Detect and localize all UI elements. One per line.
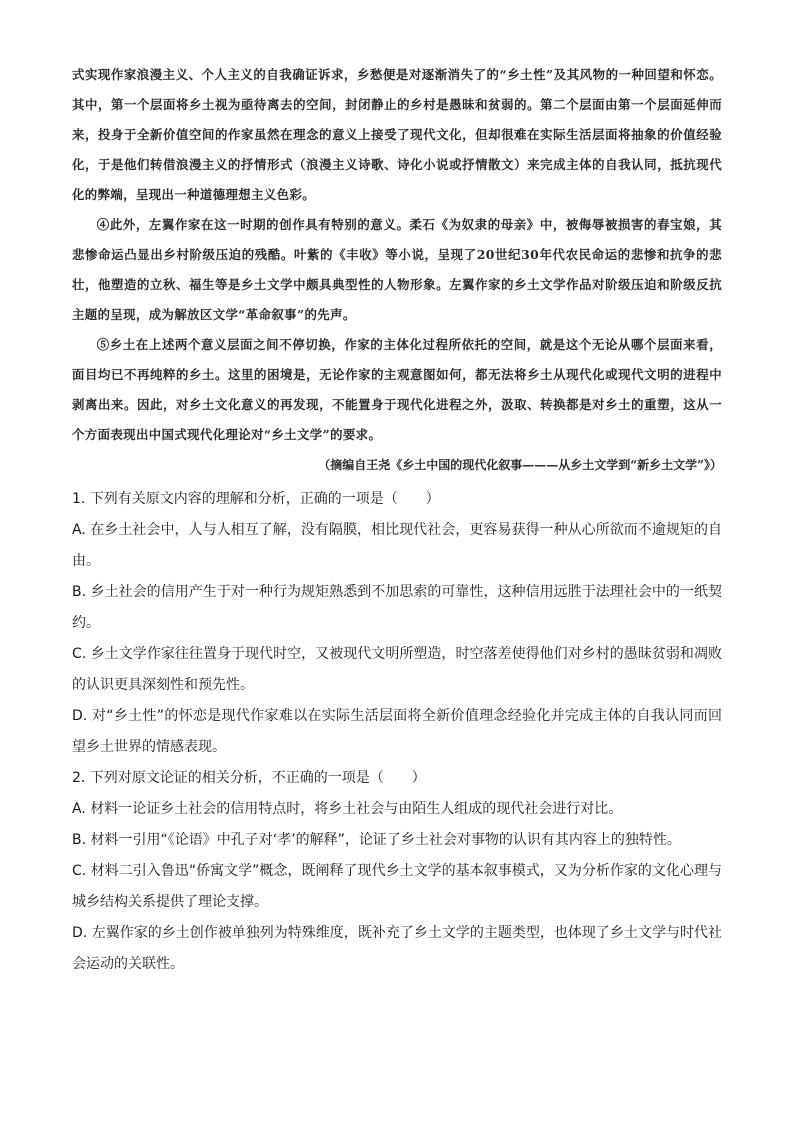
passage-paragraph-5: ⑤乡土在上述两个意义层面之间不停切换，作家的主体化过程所依托的空间，就是这个无论从哪个层面来看，面目均已不再纯粹的乡土。这里的困境是，无论作家的主观意图如何，都无法将乡土从现代化或现代文明的进程中剥离出来。因此，对乡土文化意义的再发现，不能置身于现代化进程之外，汲取、转换都是对乡土的重塑，这从一个方面表现出中国式现代化理论对“乡土文学”的要求。 <box>72 337 722 442</box>
question-1 <box>72 484 722 763</box>
question-1-option-a: A. 在乡土社会中，人与人相互了解，没有隔膜，相比现代社会，更容易获得一种从心所欲而不逾规矩的自由。 <box>72 522 722 569</box>
question-1-option-c: C. 乡土文学作家往往置身于现代时空，又被现代文明所塑造，时空落差使得他们对乡村的愚昧贫弱和凋败的认识更具深刻性和预先性。 <box>72 646 722 693</box>
question-2-option-d: D. 左翼作家的乡土创作被单独列为特殊维度，既补充了乡土文学的主题类型，也体现了乡土文学与时代社会运动的关联性。 <box>72 925 722 972</box>
question-1-option-b: B. 乡土社会的信用产生于对一种行为规矩熟悉到不加思索的可靠性，这种信用远胜于法理社会中的一纸契约。 <box>72 584 722 631</box>
passage <box>72 60 722 450</box>
question-2 <box>72 763 722 980</box>
document-page <box>72 60 722 980</box>
question-1-stem: 1. 下列有关原文内容的理解和分析，正确的一项是（ ） <box>72 491 440 507</box>
questions-section <box>72 484 722 980</box>
question-2-option-c: C. 材料二引入鲁迅“侨寓文学”概念，既阐释了现代乡土文学的基本叙事模式，又为分析作家的文化心理与城乡结构关系提供了理论支撑。 <box>72 863 722 910</box>
passage-paragraph-4: ④此外，左翼作家在这一时期的创作具有特别的意义。柔石《为奴隶的母亲》中，被侮辱被损害的春宝娘，其悲惨命运凸显出乡村阶级压迫的残酷。叶紫的《丰收》等小说，呈现了20世纪30年代农民命运的悲惨和抗争的悲壮，他塑造的立秋、福生等是乡土文学中颇具典型性的人物形象。左翼作家的乡土文学作品对阶级压迫和阶级反抗主题的呈现，成为解放区文学“革命叙事”的先声。 <box>72 217 722 322</box>
passage-source-citation: （摘编自王尧《乡土中国的现代化叙事———从乡土文学到“新乡土文学”》） <box>318 458 722 472</box>
question-2-option-a: A. 材料一论证乡土社会的信用特点时，将乡土社会与由陌生人组成的现代社会进行对比。 <box>72 801 623 817</box>
question-2-option-b: B. 材料一引用“《论语》中孔子对‘孝’的解释”，论证了乡土社会对事物的认识有其内容上的独特性。 <box>72 832 681 848</box>
question-2-stem: 2. 下列对原文论证的相关分析，不正确的一项是（ ） <box>72 770 426 786</box>
question-1-option-d: D. 对“乡土性”的怀恋是现代作家难以在实际生活层面将全新价值理念经验化并完成主体的自我认同而回望乡土世界的情感表现。 <box>72 708 722 755</box>
passage-paragraph-continued: 式实现作家浪漫主义、个人主义的自我确证诉求，乡愁便是对逐渐消失了的“乡土性”及其风物的一种回望和怀恋。其中，第一个层面将乡土视为亟待离去的空间，封闭静止的乡村是愚昧和贫弱的。第二个层面由第一个层面延伸而来，投身于全新价值空间的作家虽然在理念的意义上接受了现代文化，但却很难在实际生活层面将抽象的价值经验化，于是他们转借浪漫主义的抒情形式（浪漫主义诗歌、诗化小说或抒情散文）来完成主体的自我认同，抵抗现代化的弊端，呈现出一种道德理想主义色彩。 <box>72 67 722 202</box>
